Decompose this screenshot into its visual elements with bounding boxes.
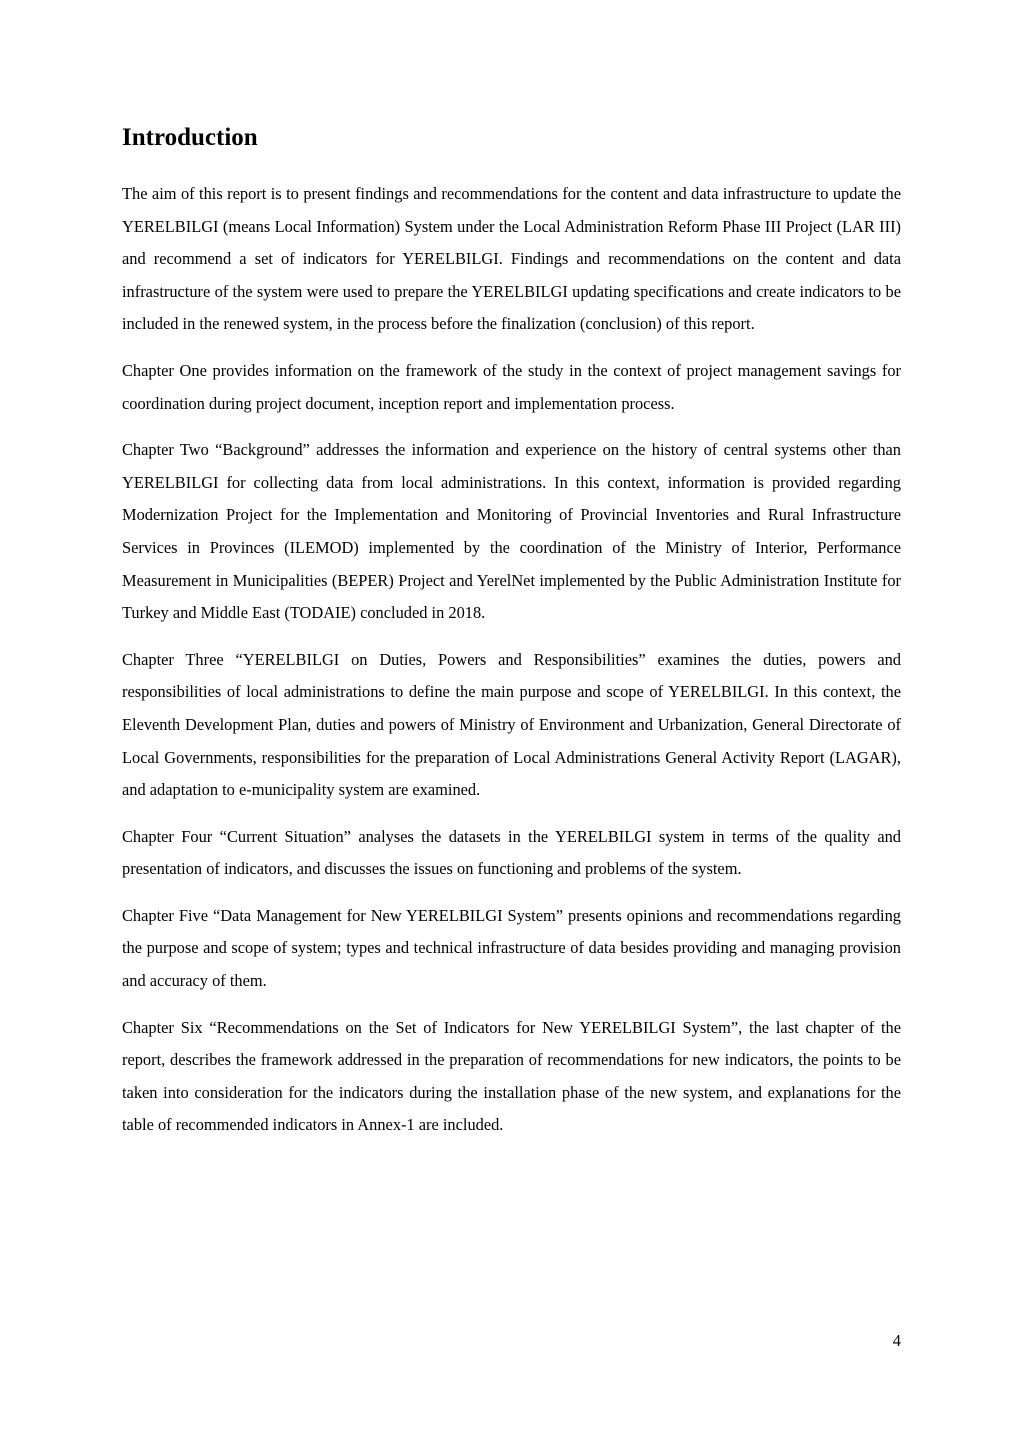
paragraph-aim: The aim of this report is to present findings and recommendations for the content and data infrastructure to update the YERELBILGI (means Local Information) System under the Local Administration Reform Phase III Project (LAR III) and recommend a set of indicators for YERELBILGI. Findings and recommendations on the content and data infrastructure of the system were used to prepare the YERELBILGI updating specifications and create indicators to be included in the renewed system, in the process before the finalization (conclusion) of this report. — [122, 184, 901, 334]
paragraph-chapter-three: Chapter Three “YERELBILGI on Duties, Powers and Responsibilities” examines the duties, powers and responsibilities of local administrations to define the main purpose and scope of YERELBILGI. In this context, the Eleventh Development Plan, duties and powers of Ministry of Environment and Urbanization, General Directorate of Local Governments, responsibilities for the preparation of Local Administrations General Activity Report (LAGAR), and adaptation to e-municipality system are examined. — [122, 649, 901, 800]
paragraph-chapter-one: Chapter One provides information on the framework of the study in the context of project management savings for coordination during project document, inception report and implementation process. — [122, 360, 901, 413]
page-title: Introduction — [122, 124, 258, 151]
paragraph-chapter-four: Chapter Four “Current Situation” analyses the datasets in the YERELBILGI system in terms of the quality and presentation of indicators, and discusses the issues on functioning and problems of the system. — [122, 826, 901, 879]
paragraph-chapter-six: Chapter Six “Recommendations on the Set of Indicators for New YERELBILGI System”, the last chapter of the report, describes the framework addressed in the preparation of recommendations for new indicators, the points to be taken into consideration for the indicators during the installation phase of the new system, and explanations for the table of recommended indicators in Annex-1 are included. — [122, 1017, 901, 1135]
document-page — [122, 118, 901, 1156]
paragraph-chapter-two: Chapter Two “Background” addresses the information and experience on the history of central systems other than YERELBILGI for collecting data from local administrations. In this context, information is provided regarding Modernization Project for the Implementation and Monitoring of Provincial Inventories and Rural Infrastructure Services in Provinces (ILEMOD) implemented by the coordination of the Ministry of Interior, Performance Measurement in Municipalities (BEPER) Project and YerelNet implemented by the Public Administration Institute for Turkey and Middle East (TODAIE) concluded in 2018. — [122, 440, 901, 623]
paragraph-chapter-five: Chapter Five “Data Management for New YERELBILGI System” presents opinions and recommendations regarding the purpose and scope of system; types and technical infrastructure of data besides providing and managing provision and accuracy of them. — [122, 905, 901, 991]
page-number: 4 — [892, 1331, 901, 1350]
